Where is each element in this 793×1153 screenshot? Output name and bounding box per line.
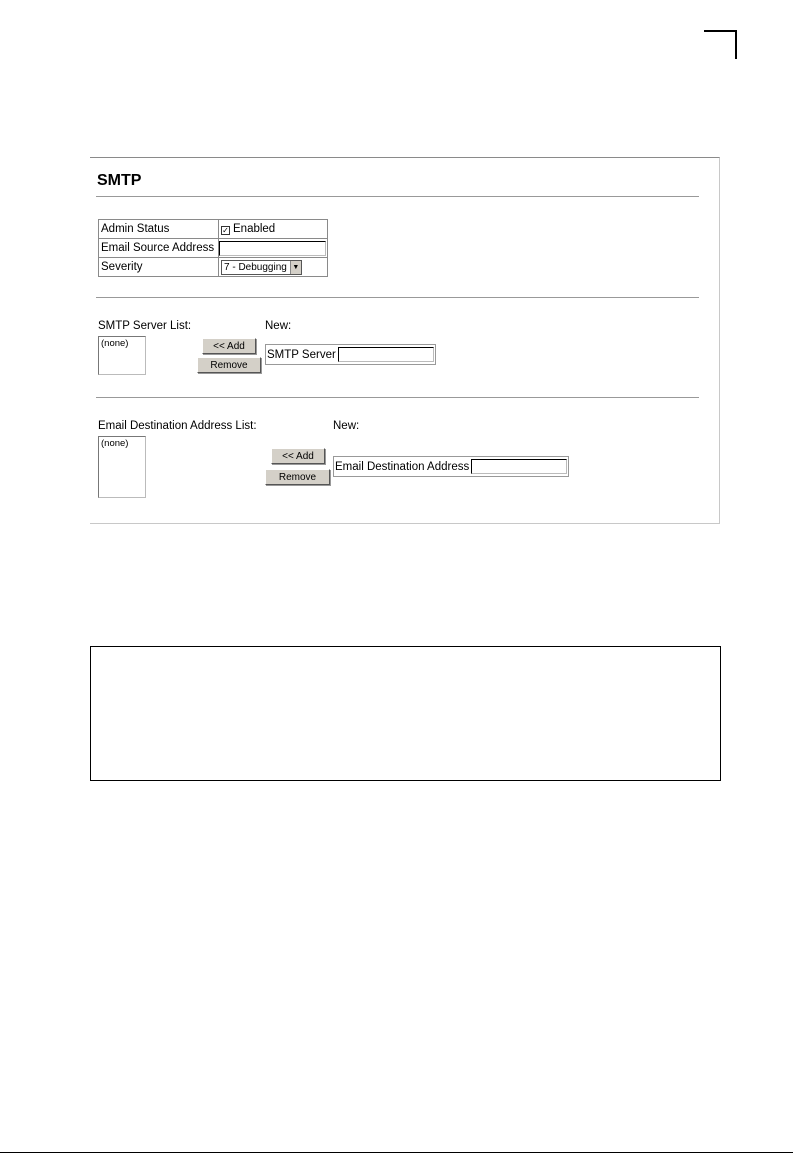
email-source-input[interactable] [219, 241, 326, 256]
severity-cell [219, 258, 328, 277]
admin-status-label: Admin Status [99, 220, 219, 239]
title-divider [96, 196, 699, 197]
dropdown-arrow-icon[interactable]: ▼ [290, 261, 301, 274]
admin-status-cell [219, 220, 328, 239]
smtp-server-list-label: SMTP Server List: [98, 320, 192, 332]
email-destination-remove-button[interactable]: Remove [265, 469, 330, 485]
email-destination-new-label: New: [333, 420, 360, 432]
table-row [99, 258, 328, 277]
enabled-label: Enabled [233, 223, 276, 235]
table-row [99, 239, 328, 258]
severity-label: Severity [99, 258, 219, 277]
smtp-server-field-label: SMTP Server [267, 348, 336, 361]
settings-table [98, 219, 328, 277]
crop-mark-vertical [735, 30, 737, 59]
crop-mark-horizontal [704, 30, 737, 32]
smtp-server-add-button[interactable]: << Add [202, 338, 256, 354]
smtp-server-listbox[interactable] [98, 336, 146, 375]
email-destination-input[interactable] [471, 459, 567, 474]
email-source-cell [219, 239, 328, 258]
note-box [90, 646, 721, 781]
table-row [99, 220, 328, 239]
smtp-server-input[interactable] [338, 347, 434, 362]
email-destination-add-button[interactable]: << Add [271, 448, 325, 464]
page-title: SMTP [97, 172, 142, 189]
list-item[interactable]: (none) [101, 438, 129, 449]
smtp-panel [90, 157, 720, 524]
email-destination-field-label: Email Destination Address [335, 460, 470, 473]
severity-value: 7 - Debugging [224, 261, 287, 273]
section-divider [96, 397, 699, 398]
smtp-server-remove-button[interactable]: Remove [197, 357, 261, 373]
enabled-checkbox[interactable]: ✓ [222, 226, 229, 235]
section-divider [96, 297, 699, 298]
list-item[interactable]: (none) [101, 338, 129, 349]
smtp-server-new-label: New: [265, 320, 292, 332]
smtp-server-field [265, 344, 436, 365]
email-destination-list-label: Email Destination Address List: [98, 420, 257, 432]
email-source-label: Email Source Address [99, 239, 219, 258]
email-destination-listbox[interactable] [98, 436, 146, 498]
email-destination-field [333, 456, 569, 477]
severity-select[interactable] [221, 260, 302, 275]
crop-mark [704, 30, 737, 59]
